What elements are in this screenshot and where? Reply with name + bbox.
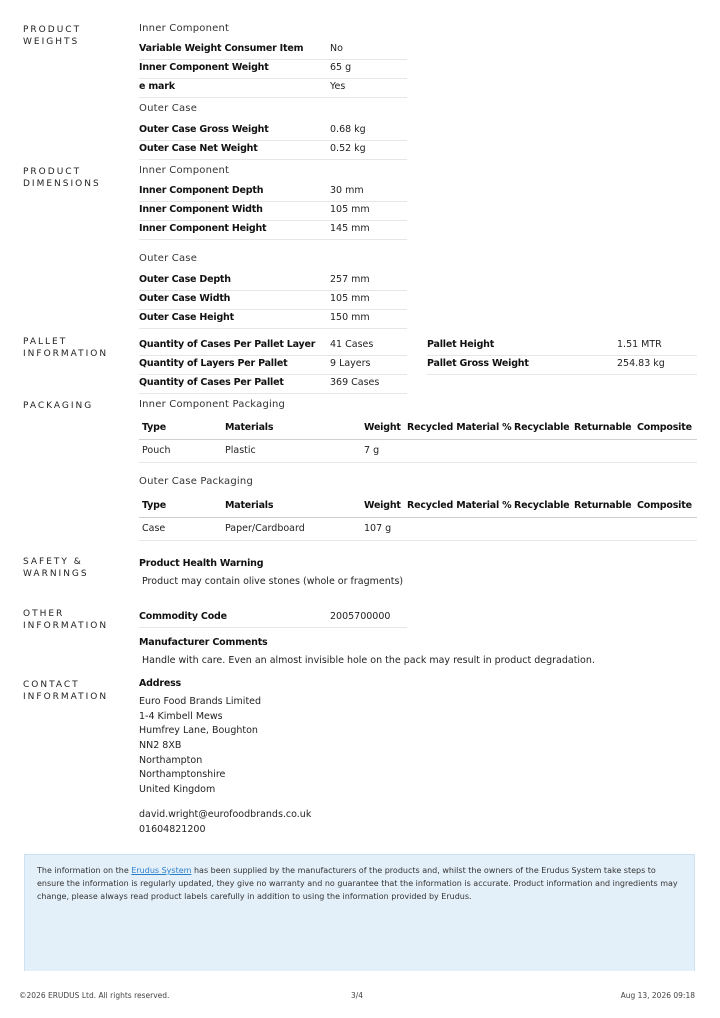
section-label-packaging: PACKAGING bbox=[23, 401, 94, 411]
cell-materials: Paper/Cardboard bbox=[225, 523, 305, 534]
row-value: 105 mm bbox=[330, 204, 370, 215]
footer-date: Aug 13, 2026 09:18 bbox=[620, 991, 695, 1000]
section-label-pallet: PALLET INFORMATION bbox=[23, 337, 109, 359]
erudus-system-link[interactable]: Erudus System bbox=[131, 866, 192, 875]
section-label-contact: CONTACT INFORMATION bbox=[23, 680, 109, 702]
dimensions-row bbox=[139, 201, 407, 221]
address-line: NN2 8XB bbox=[139, 740, 182, 751]
row-value: 105 mm bbox=[330, 293, 370, 304]
row-value: 41 Cases bbox=[330, 339, 374, 350]
dimensions-row bbox=[139, 182, 407, 202]
column-header: Recycled Material % bbox=[407, 422, 512, 433]
weights-inner-heading: Inner Component bbox=[139, 23, 230, 34]
row-value: 1.51 MTR bbox=[617, 339, 662, 350]
column-header: Type bbox=[142, 422, 166, 433]
row-label: Inner Component Height bbox=[139, 223, 267, 234]
health-warning-text: Product may contain olive stones (whole or fragments) bbox=[142, 576, 404, 587]
contact-phone: 01604821200 bbox=[139, 824, 206, 835]
row-value: Yes bbox=[330, 81, 346, 92]
disclaimer-prefix: The information on the bbox=[37, 866, 132, 875]
section-label-dimensions: PRODUCT DIMENSIONS bbox=[23, 167, 101, 189]
address-line: United Kingdom bbox=[139, 784, 216, 795]
row-value: 369 Cases bbox=[330, 377, 380, 388]
address-line: 1-4 Kimbell Mews bbox=[139, 711, 223, 722]
row-value: 254.83 kg bbox=[617, 358, 665, 369]
row-value: 150 mm bbox=[330, 312, 370, 323]
row-value: 0.68 kg bbox=[330, 124, 366, 135]
manufacturer-comments-label: Manufacturer Comments bbox=[139, 637, 268, 648]
row-label: Inner Component Width bbox=[139, 204, 263, 215]
column-header: Composite bbox=[637, 500, 692, 511]
disclaimer-text: has been supplied by the manufacturers of the products and, whilst the owners of the Erudus System take steps to ensure the information is regularly updated, they give no warranty and no guarantee that the information is accurate. Product information and ingredients may change, please always read product labels carefully in addition to using the information provided by Erudus. bbox=[37, 866, 678, 901]
dimensions-row bbox=[139, 271, 407, 291]
table-row bbox=[139, 518, 697, 541]
pallet-row bbox=[427, 355, 697, 375]
commodity-label: Commodity Code bbox=[139, 611, 227, 622]
section-label-safety: SAFETY & WARNINGS bbox=[23, 557, 89, 579]
manufacturer-comments-text: Handle with care. Even an almost invisible hole on the pack may result in product degradation. bbox=[142, 655, 595, 666]
column-header: Materials bbox=[225, 500, 274, 511]
section-label-weights: PRODUCT WEIGHTS bbox=[23, 25, 82, 47]
row-label: Quantity of Cases Per Pallet bbox=[139, 377, 284, 388]
outer-packaging-heading: Outer Case Packaging bbox=[139, 476, 253, 487]
row-label: Inner Component Weight bbox=[139, 62, 269, 73]
row-label: Pallet Gross Weight bbox=[427, 358, 529, 369]
row-label: Outer Case Depth bbox=[139, 274, 231, 285]
contact-email: david.wright@eurofoodbrands.co.uk bbox=[139, 809, 312, 820]
outer-packaging-table bbox=[139, 495, 697, 541]
pallet-row bbox=[139, 336, 407, 356]
inner-packaging-heading: Inner Component Packaging bbox=[139, 399, 286, 410]
dimensions-row bbox=[139, 290, 407, 310]
row-value: 30 mm bbox=[330, 185, 364, 196]
cell-weight: 7 g bbox=[364, 445, 380, 456]
address-line: Northampton bbox=[139, 755, 203, 766]
row-value: 0.52 kg bbox=[330, 143, 366, 154]
column-header: Returnable bbox=[574, 500, 632, 511]
commodity-row bbox=[139, 608, 407, 628]
column-header: Type bbox=[142, 500, 166, 511]
row-label: Pallet Height bbox=[427, 339, 495, 350]
commodity-value: 2005700000 bbox=[330, 611, 391, 622]
column-header: Recyclable bbox=[514, 500, 570, 511]
row-value: 9 Layers bbox=[330, 358, 371, 369]
row-label: Quantity of Cases Per Pallet Layer bbox=[139, 339, 316, 350]
row-label: Quantity of Layers Per Pallet bbox=[139, 358, 288, 369]
row-value: 145 mm bbox=[330, 223, 370, 234]
section-label-other: OTHER INFORMATION bbox=[23, 609, 109, 631]
table-header bbox=[139, 417, 697, 440]
weights-row bbox=[139, 121, 407, 141]
weights-outer-heading: Outer Case bbox=[139, 103, 198, 114]
dimensions-row bbox=[139, 309, 407, 329]
row-label: Outer Case Net Weight bbox=[139, 143, 258, 154]
row-label: Inner Component Depth bbox=[139, 185, 264, 196]
column-header: Weight bbox=[364, 500, 401, 511]
column-header: Weight bbox=[364, 422, 401, 433]
column-header: Recycled Material % bbox=[407, 500, 512, 511]
cell-type: Case bbox=[142, 523, 166, 534]
row-value: 65 g bbox=[330, 62, 352, 73]
row-value: No bbox=[330, 43, 343, 54]
address-line: Euro Food Brands Limited bbox=[139, 696, 262, 707]
row-label: Outer Case Height bbox=[139, 312, 234, 323]
row-value: 257 mm bbox=[330, 274, 370, 285]
row-label: e mark bbox=[139, 81, 175, 92]
inner-packaging-table bbox=[139, 417, 697, 463]
table-row bbox=[139, 440, 697, 463]
row-label: Variable Weight Consumer Item bbox=[139, 43, 304, 54]
address-line: Humfrey Lane, Boughton bbox=[139, 725, 258, 736]
pallet-row bbox=[427, 336, 697, 356]
column-header: Returnable bbox=[574, 422, 632, 433]
table-header bbox=[139, 495, 697, 518]
address-line: Northamptonshire bbox=[139, 769, 226, 780]
weights-row bbox=[139, 78, 407, 98]
pallet-row bbox=[139, 374, 407, 394]
footer-page-number: 3/4 bbox=[351, 991, 364, 1000]
cell-weight: 107 g bbox=[364, 523, 392, 534]
weights-row bbox=[139, 40, 407, 60]
health-warning-label: Product Health Warning bbox=[139, 558, 264, 569]
row-label: Outer Case Gross Weight bbox=[139, 124, 269, 135]
address-label: Address bbox=[139, 678, 181, 689]
column-header: Composite bbox=[637, 422, 692, 433]
cell-type: Pouch bbox=[142, 445, 171, 456]
weights-row bbox=[139, 140, 407, 160]
row-label: Outer Case Width bbox=[139, 293, 231, 304]
dimensions-row bbox=[139, 220, 407, 240]
weights-row bbox=[139, 59, 407, 79]
footer-copyright: ©2026 ERUDUS Ltd. All rights reserved. bbox=[19, 991, 170, 1000]
disclaimer-box bbox=[24, 854, 695, 971]
column-header: Recyclable bbox=[514, 422, 570, 433]
dimensions-inner-heading: Inner Component bbox=[139, 165, 230, 176]
column-header: Materials bbox=[225, 422, 274, 433]
dimensions-outer-heading: Outer Case bbox=[139, 253, 198, 264]
cell-materials: Plastic bbox=[225, 445, 256, 456]
pallet-row bbox=[139, 355, 407, 375]
